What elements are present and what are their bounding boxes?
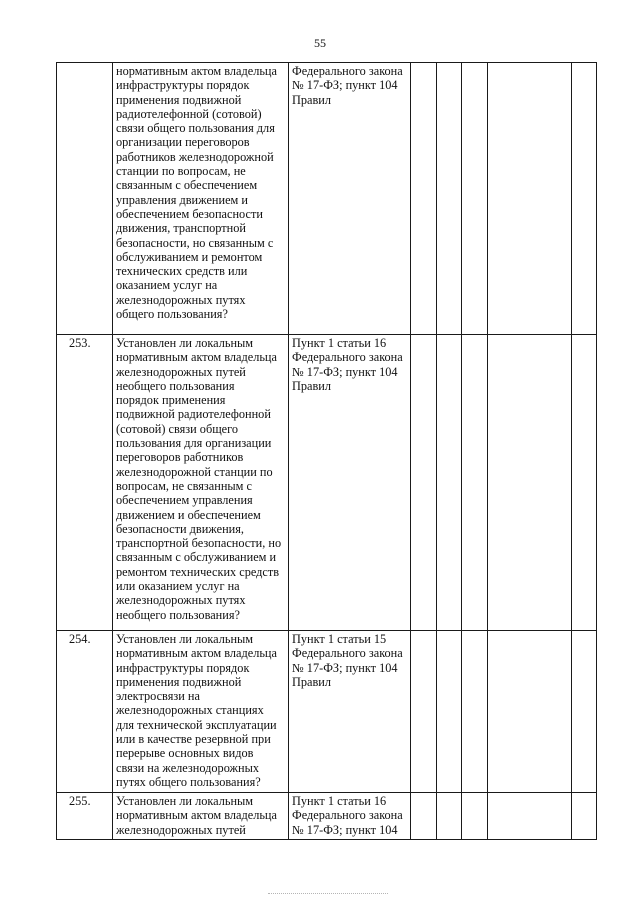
- checklist-table: [56, 62, 597, 840]
- mark-cell-na: [462, 63, 488, 335]
- table-row: [57, 335, 597, 631]
- note-cell: [488, 631, 572, 793]
- table-row: [57, 63, 597, 335]
- extra-cell: [572, 63, 597, 335]
- note-cell: [488, 63, 572, 335]
- row-number: [57, 63, 113, 335]
- scan-artifact: [268, 893, 388, 896]
- row-number: 253.: [57, 335, 113, 631]
- row-number: 254.: [57, 631, 113, 793]
- extra-cell: [572, 793, 597, 840]
- note-cell: [488, 335, 572, 631]
- question-cell: Установлен ли локальным нормативным актом владельца железнодорожных путей необщего пользования порядок применения подвижной радиотелефонной (сотовой) связи общего пользования для организации переговоров работников железнодорожной станции по вопросам, не связанным с обеспечением управления движением и обеспечением безопасности движения, транспортной безопасности, но связанным с обслуживанием и ремонтом технических средств или оказанием услуг на железнодорожных путях необщего пользования?: [113, 335, 289, 631]
- reference-cell: Пункт 1 статьи 15 Федерального закона № 17-ФЗ; пункт 104 Правил: [289, 631, 411, 793]
- table-row: [57, 793, 597, 840]
- mark-cell-yes: [411, 631, 437, 793]
- mark-cell-no: [437, 631, 462, 793]
- row-number: 255.: [57, 793, 113, 840]
- reference-cell: Пункт 1 статьи 16 Федерального закона № 17-ФЗ; пункт 104 Правил: [289, 335, 411, 631]
- mark-cell-no: [437, 335, 462, 631]
- mark-cell-na: [462, 335, 488, 631]
- question-cell: Установлен ли локальным нормативным актом владельца железнодорожных путей: [113, 793, 289, 840]
- page-number: 55: [314, 36, 326, 50]
- note-cell: [488, 793, 572, 840]
- reference-cell: Пункт 1 статьи 16 Федерального закона № 17-ФЗ; пункт 104: [289, 793, 411, 840]
- extra-cell: [572, 631, 597, 793]
- mark-cell-no: [437, 793, 462, 840]
- mark-cell-na: [462, 793, 488, 840]
- mark-cell-yes: [411, 63, 437, 335]
- mark-cell-yes: [411, 335, 437, 631]
- mark-cell-yes: [411, 793, 437, 840]
- question-cell: нормативным актом владельца инфраструктуры порядок применения подвижной радиотелефонной (сотовой) связи общего пользования для организации переговоров работников железнодорожной станции по вопросам, не связанным с обеспечением управления движением и обеспечением безопасности движения, транспортной безопасности, но связанным с обслуживанием и ремонтом технических средств или оказанием услуг на железнодорожных путях общего пользования?: [113, 63, 289, 335]
- table-row: [57, 631, 597, 793]
- mark-cell-na: [462, 631, 488, 793]
- reference-cell: Федерального закона № 17-ФЗ; пункт 104 Правил: [289, 63, 411, 335]
- mark-cell-no: [437, 63, 462, 335]
- extra-cell: [572, 335, 597, 631]
- question-cell: Установлен ли локальным нормативным актом владельца инфраструктуры порядок применения подвижной электросвязи на железнодорожных станциях для технической эксплуатации или в качестве резервной при перерыве основных видов связи на железнодорожных путях общего пользования?: [113, 631, 289, 793]
